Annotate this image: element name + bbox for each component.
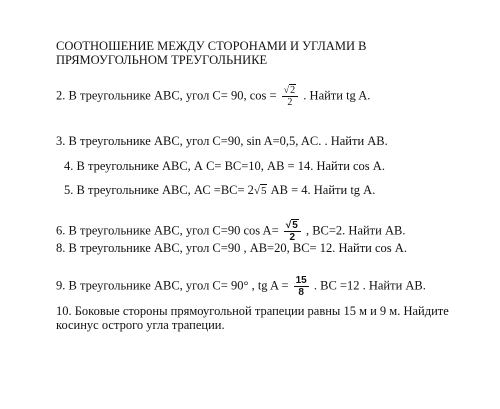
fraction-numerator bbox=[284, 220, 301, 232]
problem-10-line-1: 10. Боковые стороны прямоугольной трапеции равны 15 м и 9 м. Найдите bbox=[56, 304, 449, 318]
sqrt-sign: √5 bbox=[253, 185, 267, 197]
fraction-denominator: 8 bbox=[298, 287, 304, 298]
fraction-denominator: 2 bbox=[289, 232, 296, 243]
problem-2 bbox=[56, 85, 370, 108]
sqrt-sign: √5 bbox=[285, 220, 298, 231]
problem-9-text: 9. В треугольнике АВС, угол С= 90° , tg A = bbox=[56, 278, 289, 293]
problem-6-tail: , ВС=2. Найти АВ. bbox=[305, 223, 406, 238]
fraction-sqrt5-over-2 bbox=[284, 220, 301, 243]
problem-3: 3. В треугольнике АВС, угол С=90, sin A=0,5, AC. . Найти АВ. bbox=[56, 134, 388, 148]
sqrt-sign: √2 bbox=[283, 85, 296, 96]
fraction-numerator bbox=[282, 85, 299, 97]
problem-2-tail: . Найти tg A. bbox=[303, 88, 371, 103]
problem-5-text: 5. В треугольнике АВС, АС =ВС= 2 bbox=[64, 183, 254, 197]
fraction-denominator: 2 bbox=[287, 97, 293, 108]
problem-6 bbox=[56, 220, 405, 243]
problem-4: 4. В треугольнике АВС, А С= ВС=10, АВ = 14. Найти cos А. bbox=[64, 159, 385, 173]
problem-8: 8. В треугольнике АВС, угол С=90 , АВ=20, ВС= 12. Найти cos А. bbox=[56, 241, 407, 255]
problem-5 bbox=[64, 183, 375, 198]
problem-9 bbox=[56, 275, 426, 298]
problem-10-line-2: косинус острого угла трапеции. bbox=[56, 318, 225, 332]
problem-6-text: 6. В треугольнике АВС, угол С=90 cos A= bbox=[56, 223, 279, 238]
fraction-sqrt2-over-2 bbox=[282, 85, 299, 108]
radicand: 2 bbox=[290, 85, 296, 96]
title-line-1: СООТНОШЕНИЕ МЕЖДУ СТОРОНАМИ И УГЛАМИ В bbox=[56, 39, 367, 53]
title-line-2: ПРЯМОУГОЛЬНОМ ТРЕУГОЛЬНИКЕ bbox=[56, 53, 268, 67]
fraction-numerator: 15 bbox=[295, 275, 307, 286]
problem-9-tail: . ВС =12 . Найти АВ. bbox=[313, 278, 426, 293]
problem-5-tail: АВ = 4. Найти tg А. bbox=[267, 183, 376, 197]
fraction-15-over-8 bbox=[294, 275, 309, 298]
radicand: 5 bbox=[260, 185, 267, 197]
problem-2-text: 2. В треугольнике АВС, угол С= 90, cos = bbox=[56, 88, 277, 103]
radicand: 5 bbox=[292, 220, 298, 231]
